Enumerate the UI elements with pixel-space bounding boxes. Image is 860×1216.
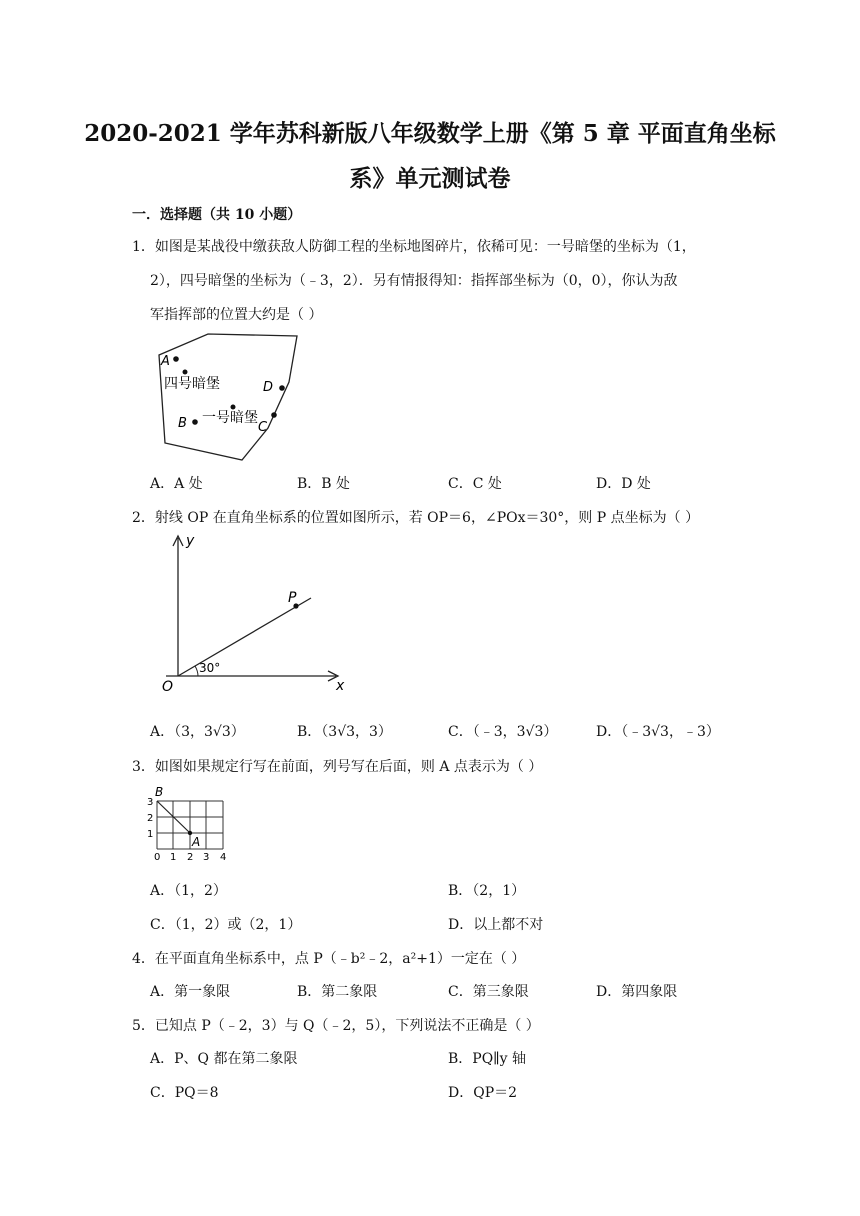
y-label-3: 3 — [147, 797, 154, 808]
q1-map-figure — [145, 330, 305, 462]
x-label-3: 3 — [203, 852, 210, 863]
q2-text-line1: 2．射线 OP 在直角坐标系的位置如图所示，若 OP＝6，∠POx＝30°，则 P 点坐标为（ ） — [132, 510, 700, 526]
q1-text-line1: 1．如图是某战役中缴获敌人防御工程的坐标地图碎片，依稀可见：一号暗堡的坐标为（1， — [132, 239, 696, 255]
x-label-2: 2 — [187, 852, 194, 863]
point-fourth-bunker — [183, 370, 188, 375]
point-first-bunker — [231, 405, 236, 410]
label-A: A — [161, 354, 170, 369]
q5-option-a[interactable]: A．P、Q 都在第二象限 — [150, 1051, 298, 1067]
y-label-2: 2 — [147, 813, 154, 824]
q2-option-d[interactable]: D．（﹣3√3，﹣3） — [596, 724, 720, 740]
x-label-1: 1 — [170, 852, 177, 863]
label-A: A — [192, 835, 201, 849]
doc-title-line2: 系》单元测试卷 — [349, 165, 511, 192]
q4-option-d[interactable]: D．第四象限 — [596, 984, 678, 1000]
q1-text-line2: 2），四号暗堡的坐标为（﹣3，2）．另有情报得知：指挥部坐标为（0，0），你认为敌 — [150, 273, 678, 289]
x-label-0: 0 — [154, 852, 161, 863]
q2-option-a[interactable]: A．（3，3√3） — [150, 724, 245, 740]
label-fourth-bunker: 四号暗堡 — [164, 376, 220, 392]
map-fragment-outline — [159, 334, 297, 460]
label-y: y — [186, 533, 195, 549]
q4-text-line1: 4．在平面直角坐标系中，点 P（﹣b²﹣2，a²+1）一定在（ ） — [132, 951, 526, 967]
y-label-1: 1 — [147, 829, 154, 840]
label-P: P — [288, 590, 297, 606]
label-O: O — [162, 679, 174, 695]
q3-option-d[interactable]: D．以上都不对 — [448, 917, 544, 933]
angle-arc — [195, 666, 198, 676]
doc-title-line1: 2020-2021 学年苏科新版八年级数学上册《第 5 章 平面直角坐标 — [84, 120, 776, 147]
q2-axes-figure — [148, 530, 348, 710]
q1-option-b[interactable]: B．B 处 — [297, 476, 351, 492]
label-first-bunker: 一号暗堡 — [202, 410, 258, 426]
label-angle: 30° — [199, 661, 221, 675]
q3-grid-figure — [145, 783, 230, 863]
q4-option-c[interactable]: C．第三象限 — [448, 984, 529, 1000]
q1-option-d[interactable]: D．D 处 — [596, 476, 651, 492]
q5-option-c[interactable]: C．PQ＝8 — [150, 1085, 219, 1101]
label-B: B — [155, 785, 164, 799]
q5-option-b[interactable]: B．PQ∥y 轴 — [448, 1051, 527, 1067]
label-C: C — [258, 420, 268, 435]
point-C — [271, 412, 277, 418]
q3-text-line1: 3．如图如果规定行写在前面，列号写在后面，则 A 点表示为（ ） — [132, 759, 543, 775]
q5-text-line1: 5．已知点 P（﹣2，3）与 Q（﹣2，5），下列说法不正确是（ ） — [132, 1018, 540, 1034]
q4-option-b[interactable]: B．第二象限 — [297, 984, 378, 1000]
q3-option-c[interactable]: C．（1，2）或（2，1） — [150, 917, 302, 933]
q1-option-c[interactable]: C．C 处 — [448, 476, 502, 492]
point-B — [192, 419, 198, 425]
q3-option-a[interactable]: A．（1，2） — [150, 883, 227, 899]
label-D: D — [263, 380, 274, 395]
ray-OP — [178, 598, 311, 676]
q5-option-d[interactable]: D．QP＝2 — [448, 1085, 518, 1101]
q2-option-b[interactable]: B．（3√3，3） — [297, 724, 392, 740]
section-heading: 一．选择题（共 10 小题） — [132, 207, 302, 223]
grid-lines — [157, 801, 223, 849]
x-label-4: 4 — [220, 852, 227, 863]
q3-option-b[interactable]: B．（2，1） — [448, 883, 526, 899]
point-A — [173, 356, 179, 362]
q1-option-a[interactable]: A．A 处 — [150, 476, 203, 492]
q1-text-line3: 军指挥部的位置大约是（ ） — [150, 307, 323, 323]
label-B: B — [178, 416, 187, 431]
point-D — [279, 385, 285, 391]
q4-option-a[interactable]: A．第一象限 — [150, 984, 231, 1000]
q2-option-c[interactable]: C．（﹣3，3√3） — [448, 724, 558, 740]
label-x: x — [336, 678, 345, 694]
